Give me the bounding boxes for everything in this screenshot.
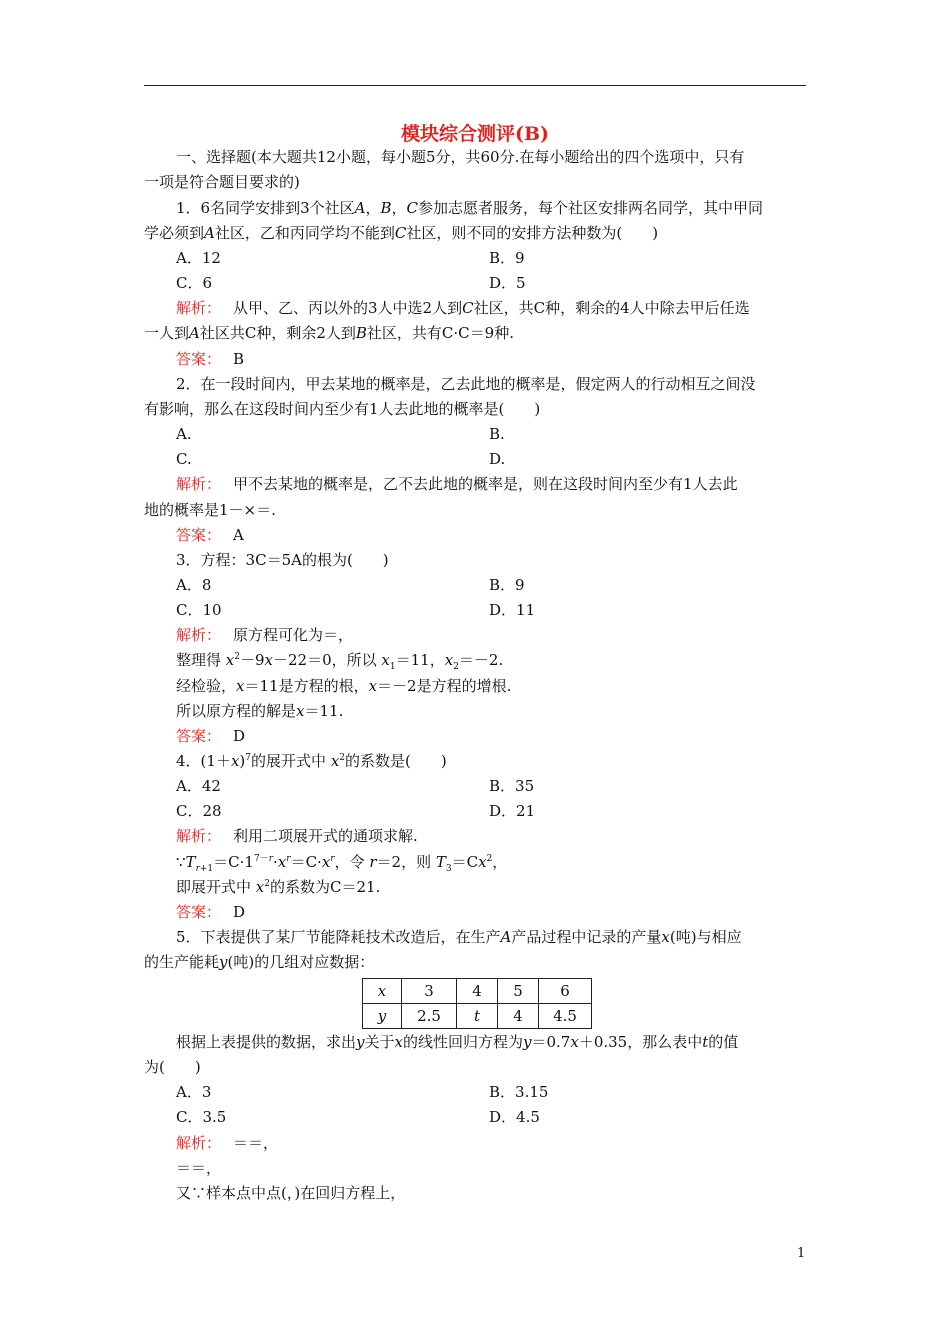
page-title: 模块综合测评(B) [400,123,550,145]
q3-stem: 3．方程：3C＝5A的根为( ) [176,551,389,569]
table-cell: y [363,1004,402,1029]
q3-solution-4: 所以原方程的解是x＝11. [176,702,344,720]
q1-solution-1: 解析： 从甲、乙、丙以外的3人中选2人到C社区，共C种，剩余的4人中除去甲后任选 [176,299,750,317]
q2-answer: 答案： A [176,526,244,544]
q1-solution-2: 一人到A社区共C种，剩余2人到B社区，共有C·C＝9种. [144,324,514,342]
q1-option-b: B．9 [489,249,525,267]
q2-option-c: C. [176,450,192,468]
header-rule [144,85,806,86]
q4-solution-2: $\because T_{r+1}=C\cdot 1^{7-r}\cdot x^r=C\cdot x^r$，令 r＝2，则 $T_3=Cx^2$， [176,853,508,874]
q5-option-a: A．3 [176,1083,212,1101]
q2-option-b: B. [489,425,505,443]
table-cell: 2.5 [402,1004,457,1029]
table-cell: 6 [539,979,592,1004]
table-cell: x [363,979,402,1004]
q5-solution-3: 又∵样本点中点(，)在回归方程上， [176,1184,406,1202]
q4-stem: 4．$(1+x)^7$的展开式中 $x^2$的系数是( ) [176,752,447,770]
q1-stem-1: 1．6名同学安排到3个社区A，B，C参加志愿者服务，每个社区安排两名同学，其中甲同 [176,199,764,217]
q3-option-c: C．10 [176,601,222,619]
q4-solution-1: 解析： 利用二项展开式的通项求解. [176,827,418,845]
q2-option-a: A. [176,425,192,443]
q2-option-d: D. [489,450,506,468]
table-cell: 4 [457,979,498,1004]
q3-option-a: A．8 [176,576,212,594]
q2-stem-1: 2．在一段时间内，甲去某地的概率是，乙去此地的概率是，假定两人的行动相互之间没 [176,375,756,393]
q4-option-c: C．28 [176,802,222,820]
table-row [363,1004,592,1029]
q1-option-a: A．12 [176,249,221,267]
q3-answer: 答案： D [176,727,246,745]
q5-stem-4: 为( ) [144,1058,201,1076]
table-cell: 5 [498,979,539,1004]
q1-option-c: C．6 [176,274,213,292]
q5-option-d: D．4.5 [489,1108,540,1126]
q2-solution-1: 解析： 甲不去某地的概率是，乙不去此地的概率是，则在这段时间内至少有1人去此 [176,475,738,493]
q1-option-d: D．5 [489,274,526,292]
q5-stem-1: 5．下表提供了某厂节能降耗技术改造后，在生产A产品过程中记录的产量x(吨)与相应 [176,928,742,946]
page-number: 1 [797,1246,806,1261]
q5-data-table [362,978,592,1029]
table-cell: t [457,1004,498,1029]
q4-answer: 答案： D [176,903,246,921]
table-cell: 3 [402,979,457,1004]
q4-option-a: A．42 [176,777,221,795]
q4-solution-3: 即展开式中 $x^2$的系数为C＝21. [176,878,381,896]
q3-solution-3: 经检验，x＝11是方程的根，x＝－2是方程的增根. [176,677,512,695]
table-row [363,979,592,1004]
q1-answer: 答案： B [176,350,245,368]
q5-stem-2: 的生产能耗y(吨)的几组对应数据： [144,953,375,971]
q4-option-b: B．35 [489,777,535,795]
q5-stem-3: 根据上表提供的数据，求出y关于x的线性回归方程为y＝0.7x＋0.35，那么表中t的值 [176,1033,739,1051]
q1-stem-2: 学必须到A社区，乙和丙同学均不能到C社区，则不同的安排方法种数为( ) [144,224,659,242]
table-cell: 4.5 [539,1004,592,1029]
q3-solution-2: 整理得 $x^2-9x-22=0$，所以 $x_1=11$，$x_2=-2$. [176,651,504,672]
section-intro-2: 一项是符合题目要求的) [144,173,300,191]
q3-option-d: D．11 [489,601,536,619]
q3-option-b: B．9 [489,576,525,594]
q2-stem-2: 有影响，那么在这段时间内至少有1人去此地的概率是( ) [144,400,541,418]
table-cell: 4 [498,1004,539,1029]
q5-option-c: C．3.5 [176,1108,227,1126]
q5-solution-1: 解析： ＝＝， [176,1134,279,1152]
q5-option-b: B．3.15 [489,1083,549,1101]
q5-solution-2: ＝＝， [176,1159,222,1177]
q2-solution-2: 地的概率是1－×＝. [144,501,276,519]
q3-solution-1: 解析： 原方程可化为＝， [176,626,354,644]
q4-option-d: D．21 [489,802,536,820]
section-intro-1: 一、选择题(本大题共12小题，每小题5分，共60分.在每小题给出的四个选项中，只有 [176,148,745,166]
